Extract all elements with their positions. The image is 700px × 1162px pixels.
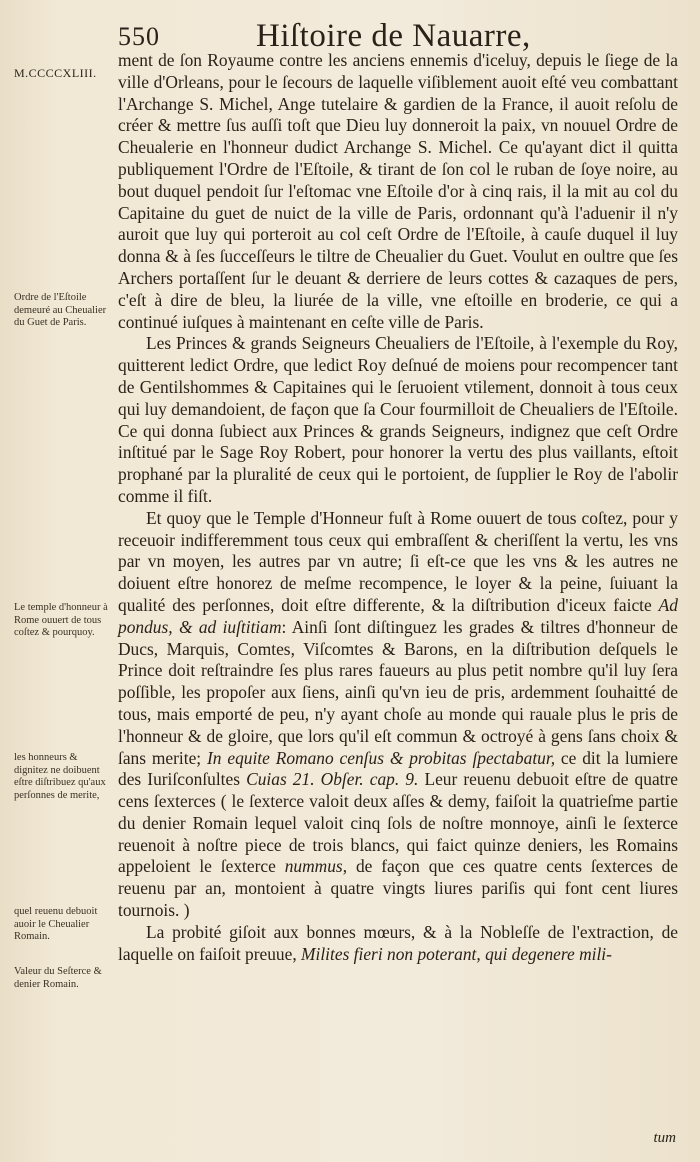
main-text	[118, 50, 678, 965]
side-note: quel reuenu debuoit auoir le Cheualier Romain.	[14, 906, 98, 942]
running-title: Hiſtoire de Nauarre,	[256, 18, 531, 54]
latin-phrase: nummus	[284, 856, 343, 877]
side-note: Le temple d'honneur à Rome ouuert de tous coſtez & pourquoy.	[14, 602, 108, 638]
paragraph: ment de ſon Royaume contre les anciens ennemis d'iceluy, depuis le ſiege de la ville d'Orleans, pour le ſecours de laquelle viſiblement auoit eſté veu combattant l'Archange S. Michel, Ange tutelaire & gardien de la France, il auoit reſolu de créer & mettre ſus auſſi toſt que Dieu luy donneroit la paix, vn nouuel Ordre de Cheualerie en l'honneur dudict Archange S. Michel. Ce qu'ayant dict il quitta publiquement l'Ordre de l'Eſtoile, & tirant de ſon col le ruban de ſoye noire, au bout duquel pendoit ſur l'eſtomac vne Eſtoile d'or à cinq rais, il la mit au col du Capitaine du guet de nuict de la ville de Paris, ordonnant qu'à l'aduenir il n'y auroit que luy qui porteroit au col ceſt Ordre de l'Eſtoile, à cauſe duquel il luy donna & à ſes ſucceſſeurs le tiltre de Cheualier du Guet. Voulut en oultre que ſes Archers portaſſent ſur le deuant & derriere de leurs cottes & cazaques de pers, c'eſt à dire de bleu, la liurée de la ville, vne eſtoille en broderie, ce qui a continué iuſques à maintenant en ceſte ville de Paris.	[118, 50, 678, 332]
latin-phrase: In equite Romano cenſus & probitas ſpectabatur,	[207, 747, 556, 768]
side-note: les honneurs & dignitez ne doibuent eſtre diſtribuez qu'aux perſonnes de merite,	[14, 752, 106, 801]
page-number: 550	[118, 22, 160, 51]
latin-phrase: Milites fieri non poterant, qui degenere mili-	[301, 943, 612, 964]
paragraph: Et quoy que le Temple d'Honneur fuſt à Rome ouuert de tous coſtez, pour y receuoir indifferemment tous ceux qui embraſſent & cheriſſent la vertu, les vns par vn moyen, les autres par vn autre; ſi eſt-ce que les vns & les autres ne doiuent eſtre honorez de meſme recompence, le loyer & la peine, ſuiuant la qualité des perſonnes, doit eſtre differente, & la diſtribution d'iceux faicte Ad pondus, & ad iuſtitiam: Ainſi ſont diſtinguez les grades & tiltres d'honneur de Ducs, Marquis, Comtes, Viſcomtes & Barons, en la diſtribution deſquels le Prince doit reſtraindre ſes plus rares faueurs au plus petit nombre qu'il luy ſera poſſible, les propoſer aux ſiens, ainſi qu'vn ieu de pris, ardemment ſouhaitté de tous, mais emporté de peu, n'y ayant choſe au monde qui rauale plus le pris de l'honneur & de gloire, que lors qu'il eſt commun & octroyé à gens ſans choix & ſans merite; In equite Romano cenſus & probitas ſpectabatur, ce dit la lumiere des Iuriſconſultes Cuias 21. Obſer. cap. 9. Leur reuenu debuoit eſtre de quatre cens ſexterces ( le ſexterce valoit deux aſſes & demy, faiſoit la quatrieſme partie du denier Romain lequel valoit cinq ſols de noſtre monnoye, ainſi le ſexterce reuenoit à noſtre piece de trois blancs, qui faict quinze deniers, les Romains appeloient le ſexterce nummus, de façon que ces quatre cents ſexterces de reuenu par an, montoient à quatre vingts liures pariſis qui font cent liures tournois. )	[118, 507, 678, 921]
paragraph-text: Ainſi ſont diſtinguez les grades & tiltres d'honneur de Ducs, Marquis, Comtes, Viſcomtes & Barons, en la diſtribution deſquels le Prince doit reſtraindre ſes plus rares faueurs au plus petit nombre qu'il luy ſera poſſible, les propoſer aux ſiens, ainſi qu'vn ieu de pris, ardemment ſouhaitté de tous, mais emporté de peu, n'y ayant choſe au monde qui rauale plus le pris de l'honneur & de gloire, que lors qu'il eſt commun & octroyé à gens ſans choix & ſans merite;	[118, 616, 678, 768]
paragraph-text: Leur reuenu debuoit eſtre de quatre cens ſexterces ( le ſexterce valoit deux aſſes & demy, faiſoit la quatrieſme partie du denier Romain lequel valoit cinq ſols de noſtre monnoye, ainſi le ſexterce reuenoit à noſtre piece de trois blancs, qui faict quinze deniers, les Romains appeloient le ſexterce	[118, 769, 678, 877]
paragraph: Les Princes & grands Seigneurs Cheualiers de l'Eſtoile, à l'exemple du Roy, quitterent ledict Ordre, que ledict Roy deſnué de moiens pour recompencer tant de Gentilshommes & Capitaines qui le ſeruoient vtilement, donnoit à tous ceux qui luy demandoient, de façon que ſa Cour fourmilloit de Cheualiers de l'Eſtoile. Ce qui donna ſubiect aux Princes & grands Seigneurs, indignez que ceſt Ordre inſtitué par le Sage Roy Robert, pour honorer la vertu des plus vaillants, eſtoit prophané par la pluralité de ceux qui le portoient, de ſupplier le Roy de l'abolir comme il fiſt.	[118, 333, 678, 506]
side-note: Ordre de l'Eſtoile demeuré au Cheualier du Guet de Paris.	[14, 292, 107, 328]
paragraph-text: La probité giſoit aux bonnes mœurs, & à la Nobleſſe de l'extraction, de laquelle on faiſoit preuue,	[118, 921, 678, 964]
paragraph-text: Et quoy que le Temple d'Honneur fuſt à Rome ouuert de tous coſtez, pour y receuoir indifferemment tous ceux qui embraſſent & cheriſſent la vertu, les vns par vn moyen, les autres par vn autre; ſi eſt-ce que les vns & les autres ne doiuent eſtre honorez de meſme recompence, le loyer & la peine, ſuiuant la qualité des perſonnes, doit eſtre differente, & la diſtribution d'iceux faicte	[118, 507, 678, 615]
margin-year: M.CCCCXLIII.	[14, 66, 97, 80]
side-note: Valeur du Seſterce & denier Romain.	[14, 966, 102, 990]
paragraph-text: , de façon que ces quatre cents ſexterces de reuenu par an, montoient à quatre vingts liures pariſis qui font cent liures tournois. )	[118, 856, 678, 921]
catchword: tum	[653, 1130, 676, 1146]
latin-phrase: Ad pondus, & ad iuſtitiam	[118, 594, 678, 637]
citation: Cuias 21. Obſer. cap. 9.	[246, 769, 419, 790]
paragraph-text: ce dit la lumiere des Iuriſconſultes	[118, 747, 678, 790]
paragraph	[118, 922, 678, 966]
